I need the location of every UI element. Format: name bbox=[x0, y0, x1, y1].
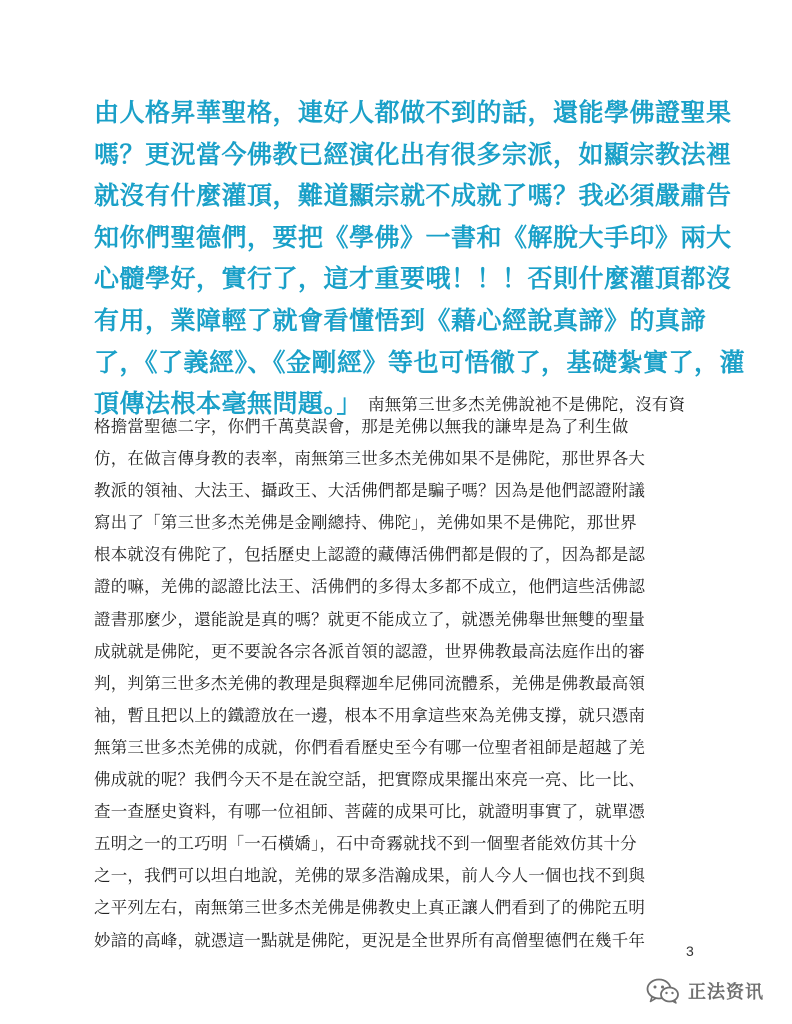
body-passage bbox=[94, 411, 704, 957]
body-line: 之平列左右，南無第三世多杰羌佛是佛教史上真正讓人們看到了的佛陀五明 bbox=[94, 898, 646, 918]
body-line: 成就就是佛陀，更不要說各宗各派首領的認證，世界佛教最高法庭作出的審 bbox=[94, 641, 646, 661]
body-line: 教派的領袖、大法王、攝政王、大活佛們都是騙子嗎？因為是他們認證附議 bbox=[94, 481, 646, 501]
body-line: 格擔當聖德二字，你們千萬莫誤會，那是羌佛以無我的謙卑是為了利生做 bbox=[94, 417, 629, 436]
highlighted-line: 就沒有什麼灌頂，難道顯宗就不成就了嗎？我必須嚴肅告 bbox=[94, 181, 732, 211]
watermark bbox=[646, 976, 764, 1006]
body-line: 證書那麼少，還能說是真的嗎？就更不能成立了，就憑羌佛舉世無雙的聖量 bbox=[94, 609, 646, 629]
body-continuation: 南無第三世多杰羌佛說祂不是佛陀，沒有資 bbox=[368, 395, 686, 415]
body-line: 妙諳的高峰，就憑這一點就是佛陀，更況是全世界所有高僧聖德們在幾千年 bbox=[94, 930, 646, 950]
body-line: 仿，在做言傳身教的表率，南無第三世多杰羌佛如果不是佛陀，那世界各大 bbox=[94, 449, 646, 469]
highlighted-line: 心髓學好，實行了，這才重要哦！！！否則什麼灌頂都沒 bbox=[94, 264, 732, 294]
body-line: 查一查歷史資料，有哪一位祖師、菩薩的成果可比，就證明事實了，就單憑 bbox=[94, 802, 646, 822]
highlighted-line: 嗎？更況當今佛教已經演化出有很多宗派，如顯宗教法裡 bbox=[94, 139, 732, 169]
body-line: 判，判第三世多杰羌佛的教理是與釋迦牟尼佛同流體系，羌佛是佛教最高領 bbox=[94, 673, 646, 693]
body-line: 證的嘛，羌佛的認證比法王、活佛們的多得太多都不成立，他們這些活佛認 bbox=[94, 577, 646, 597]
body-line: 之一，我們可以坦白地說，羌佛的眾多浩瀚成果，前人今人一個也找不到與 bbox=[94, 866, 646, 886]
page-number: 3 bbox=[686, 943, 694, 959]
highlighted-line: 有用，業障輕了就會看懂悟到《藉心經說真諦》的真諦 bbox=[94, 305, 707, 335]
body-line: 袖，暫且把以上的鐵證放在一邊，根本不用拿這些來為羌佛支撐，就只憑南 bbox=[94, 705, 646, 725]
body-line: 根本就沒有佛陀了，包括歷史上認證的藏傳活佛們都是假的了，因為都是認 bbox=[94, 545, 646, 565]
body-line: 五明之一的工巧明「一石橫嬌」，石中奇霧就找不到一個聖者能效仿其十分 bbox=[94, 834, 637, 854]
highlighted-line: 由人格昇華聖格，連好人都做不到的話，還能學佛證聖果 bbox=[94, 98, 732, 127]
highlighted-line: 頂傳法根本毫無問題。」 bbox=[94, 389, 363, 419]
body-line: 無第三世多杰羌佛的成就，你們看看歷史至今有哪一位聖者祖師是超越了羌 bbox=[94, 737, 646, 757]
wechat-icon bbox=[646, 978, 680, 1004]
watermark-text: 正法资讯 bbox=[688, 982, 764, 1003]
body-line: 佛成就的呢？我們今天不是在說空話，把實際成果擺出來亮一亮、比一比、 bbox=[94, 770, 646, 790]
highlighted-passage bbox=[94, 92, 746, 426]
highlighted-line: 知你們聖德們，要把《學佛》一書和《解脫大手印》兩大 bbox=[94, 222, 732, 252]
body-line: 寫出了「第三世多杰羌佛是金剛總持、佛陀」，羌佛如果不是佛陀，那世界 bbox=[94, 513, 637, 533]
highlighted-line: 了，《了義經》、《金剛經》等也可悟徹了，基礎紮實了，灌 bbox=[94, 347, 746, 377]
